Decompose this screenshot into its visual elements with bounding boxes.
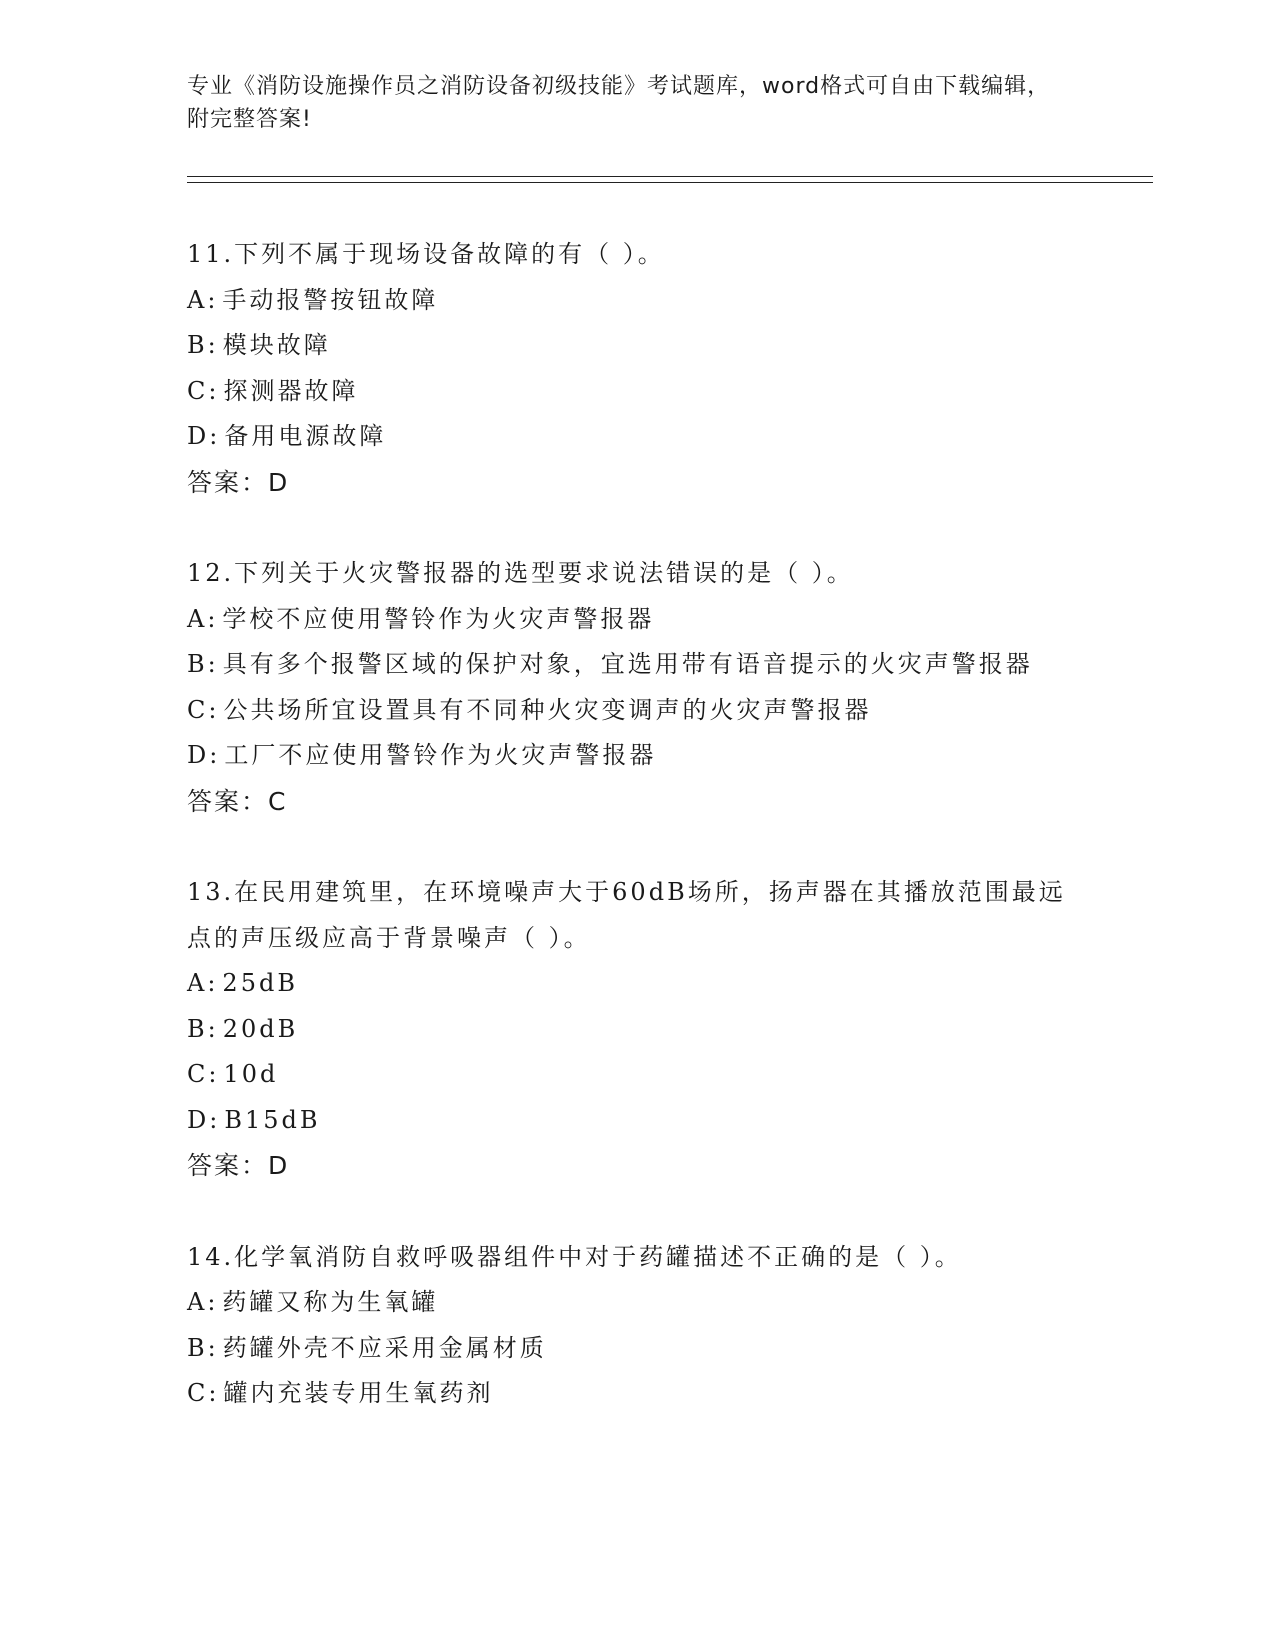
option-key: D: <box>187 1105 221 1134</box>
option-text: 10d <box>223 1060 279 1088</box>
option-key: A: <box>187 1288 219 1316</box>
option-d <box>187 414 1087 460</box>
option-key: B: <box>187 1014 219 1043</box>
option-key: C: <box>187 376 220 405</box>
option-text: 学校不应使用警铃作为火灾声警报器 <box>222 604 655 633</box>
option-a <box>187 278 1087 324</box>
document-header <box>187 70 1067 136</box>
option-c <box>187 688 1087 734</box>
option-key: C: <box>187 1060 220 1088</box>
answer-text: 答案：D <box>187 467 290 497</box>
question-11 <box>187 232 1087 505</box>
option-text: 具有多个报警区域的保护对象，宜选用带有语音提示的火灾声警报器 <box>222 650 1033 678</box>
option-d <box>187 1098 1087 1144</box>
question-stem: 11.下列不属于现场设备故障的有（ ）。 <box>187 240 665 268</box>
option-text: 探测器故障 <box>223 376 359 405</box>
header-divider-bottom <box>187 182 1153 183</box>
option-key: A: <box>187 969 219 997</box>
option-key: C: <box>187 695 220 724</box>
option-key: B: <box>187 650 219 678</box>
option-a <box>187 1280 1087 1326</box>
option-text: 备用电源故障 <box>224 422 387 450</box>
option-a <box>187 597 1087 643</box>
question-13 <box>187 870 1087 1189</box>
answer-text: 答案：C <box>187 786 288 816</box>
option-text: 模块故障 <box>222 331 331 359</box>
question-14 <box>187 1235 1087 1417</box>
question-stem: 14.化学氧消防自救呼吸器组件中对于药罐描述不正确的是（ ）。 <box>187 1242 962 1271</box>
option-b <box>187 1326 1087 1372</box>
option-d <box>187 733 1087 779</box>
answer-text: 答案：D <box>187 1151 290 1180</box>
option-key: A: <box>187 285 219 314</box>
option-key: A: <box>187 604 219 633</box>
option-b <box>187 323 1087 369</box>
option-key: B: <box>187 1333 219 1362</box>
option-b <box>187 1007 1087 1053</box>
option-key: B: <box>187 331 219 359</box>
option-c <box>187 1052 1087 1098</box>
option-key: D: <box>187 741 221 769</box>
header-divider-top <box>187 176 1153 177</box>
option-text: 公共场所宜设置具有不同种火灾变调声的火灾声警报器 <box>223 695 872 724</box>
option-text: 工厂不应使用警铃作为火灾声警报器 <box>224 741 657 769</box>
question-12 <box>187 551 1087 824</box>
option-text: 25dB <box>222 969 298 997</box>
header-intro-text: 专业《消防设施操作员之消防设备初级技能》考试题库，word格式可自由下载编辑，附完整答案! <box>187 74 1051 132</box>
option-key: D: <box>187 422 221 450</box>
option-text: 手动报警按钮故障 <box>222 285 439 314</box>
question-stem: 12.下列关于火灾警报器的选型要求说法错误的是（ ）。 <box>187 559 854 587</box>
option-b <box>187 642 1087 688</box>
option-text: 药罐又称为生氧罐 <box>222 1288 439 1316</box>
question-stem: 13.在民用建筑里，在环境噪声大于60dB场所，扬声器在其播放范围最远点的声压级应高于背景噪声（ ）。 <box>187 878 1066 952</box>
option-text: B15dB <box>224 1105 321 1134</box>
question-list <box>187 232 1087 1463</box>
option-a <box>187 961 1087 1007</box>
option-key: C: <box>187 1379 220 1407</box>
option-text: 药罐外壳不应采用金属材质 <box>222 1333 547 1362</box>
option-text: 罐内充装专用生氧药剂 <box>223 1379 494 1407</box>
option-c <box>187 1371 1087 1417</box>
option-c <box>187 369 1087 415</box>
option-text: 20dB <box>222 1014 299 1043</box>
